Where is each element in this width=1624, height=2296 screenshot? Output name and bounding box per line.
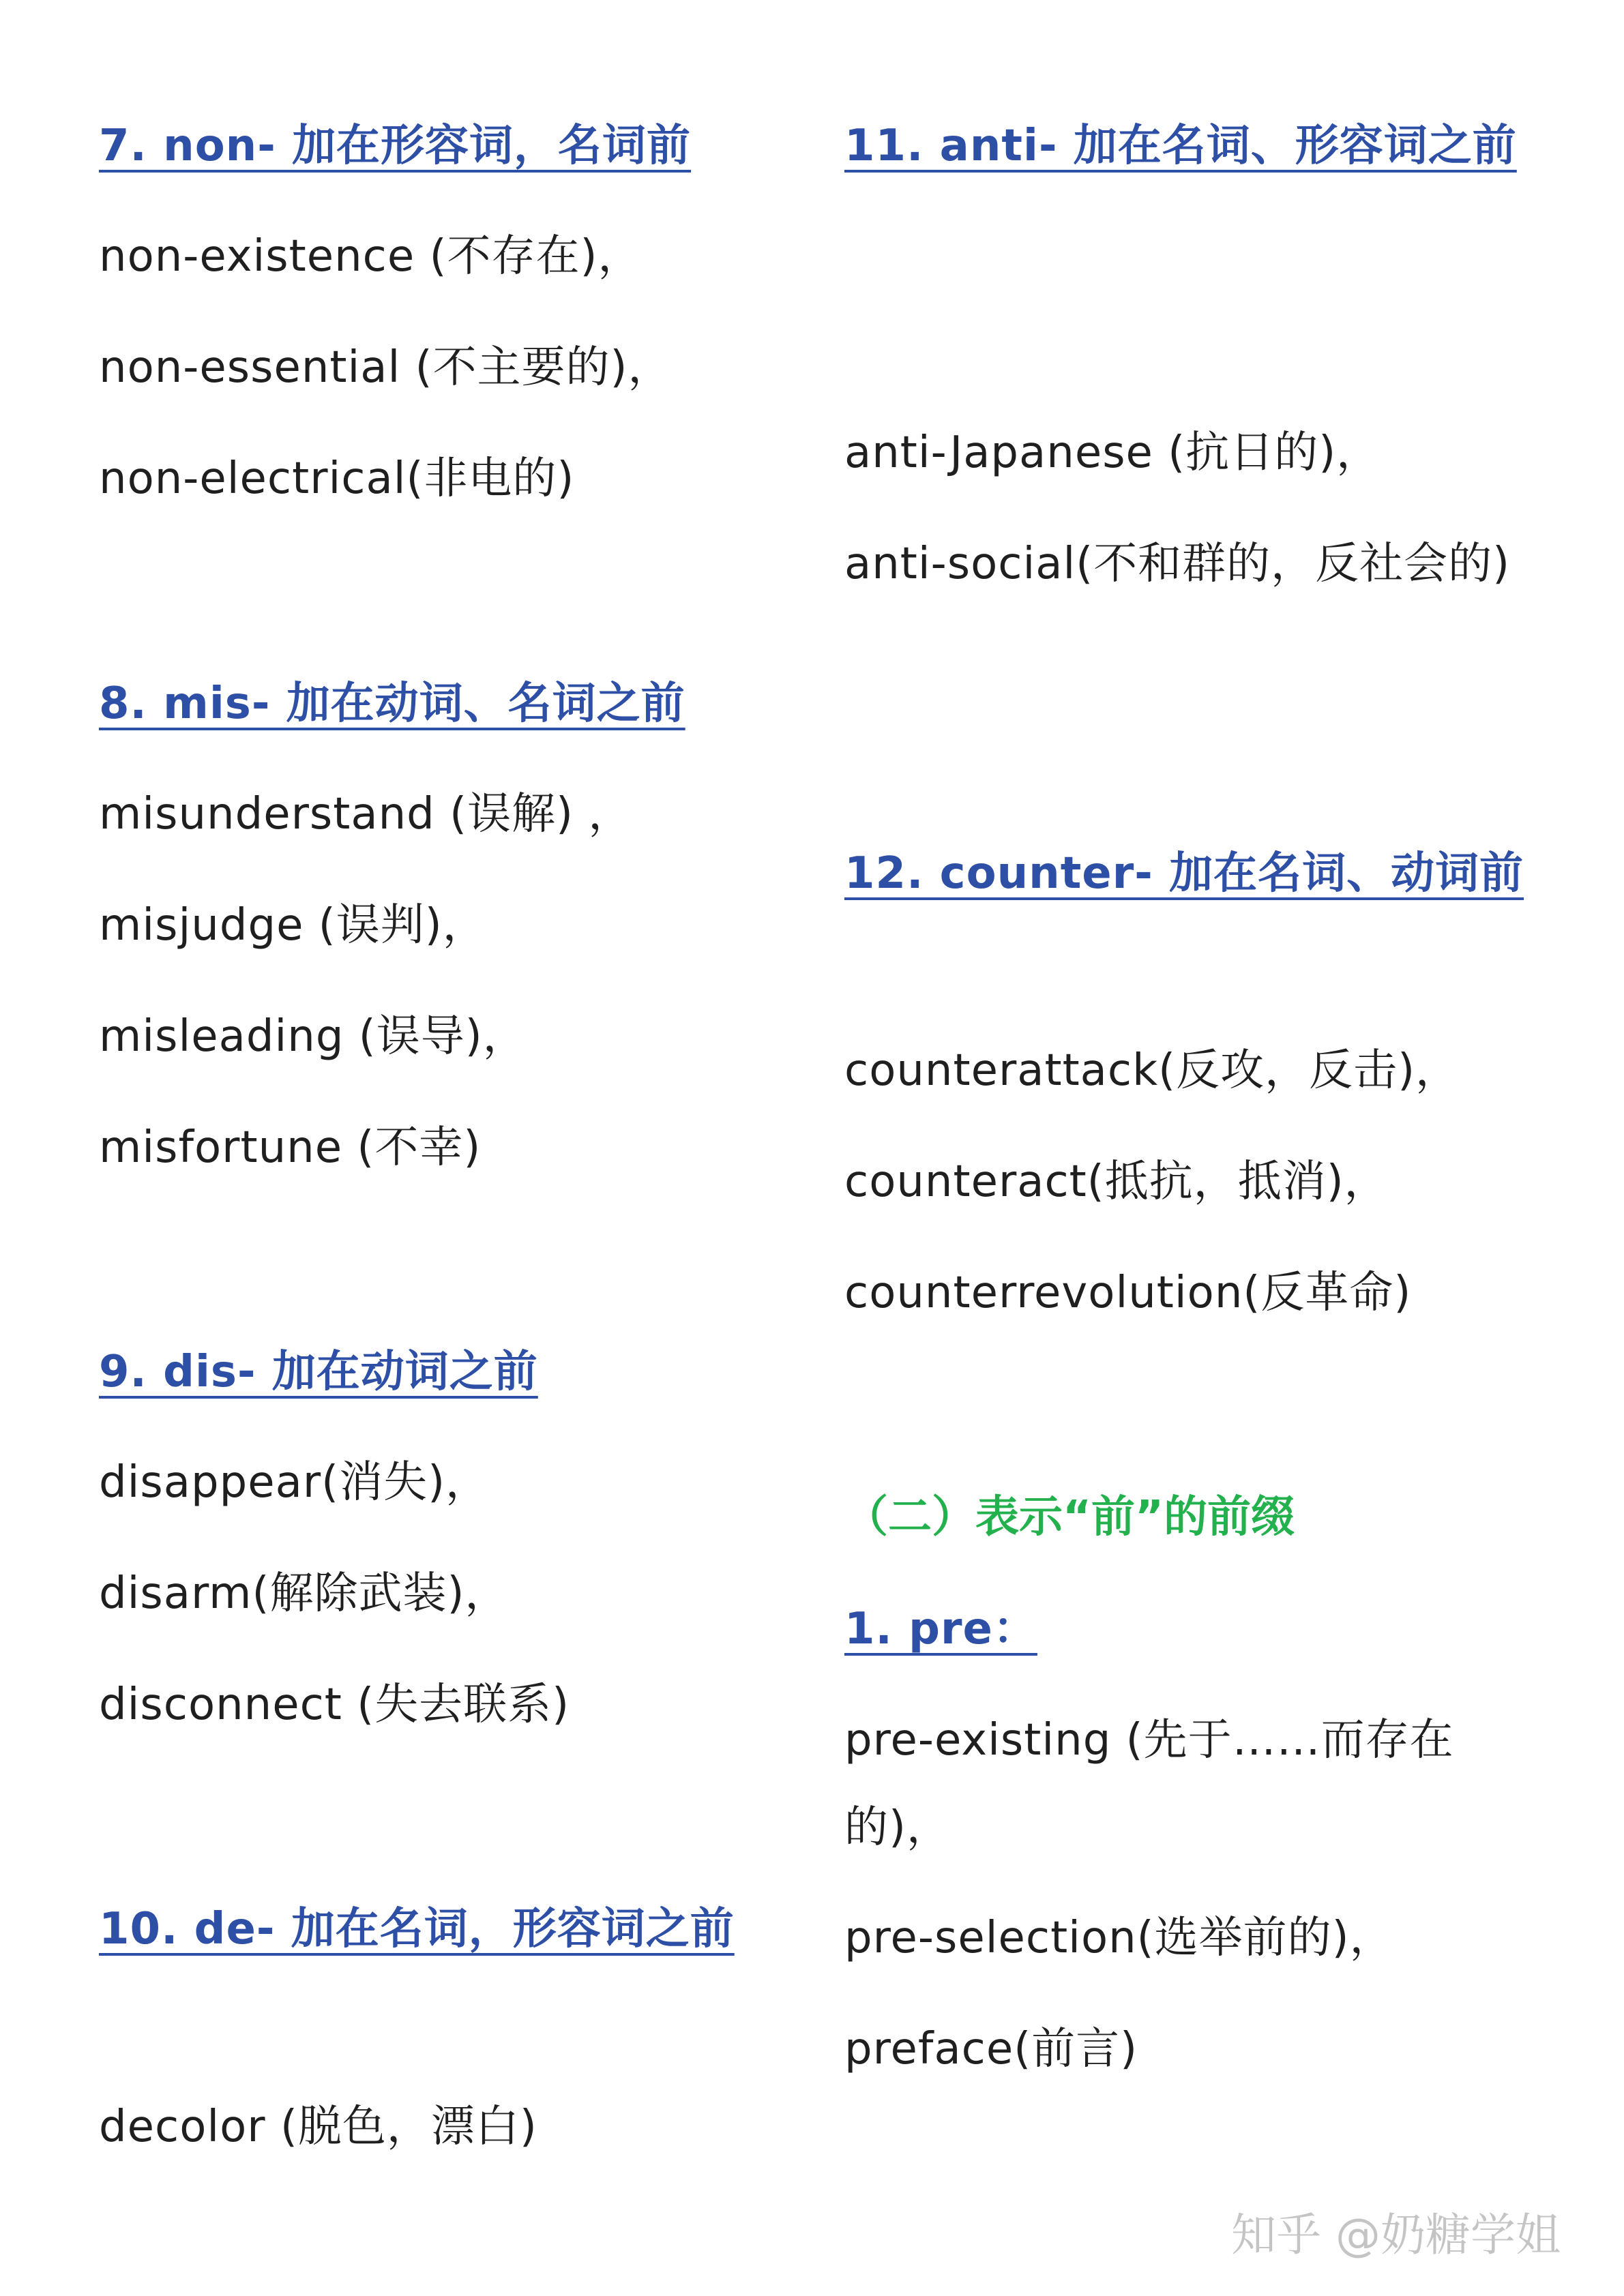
list-item: pre-selection(选举前的)， (844, 1913, 1394, 1963)
list-item: preface(前言) (844, 2024, 1138, 2074)
section-heading-dis: 9. dis- 加在动词之前 (99, 1347, 538, 1397)
watermark: 知乎 @奶糖学姐 (1231, 2209, 1561, 2261)
list-item: anti-Japanese (抗日的)， (844, 428, 1381, 478)
list-item: decolor (脱色，漂白) (99, 2102, 537, 2152)
section-heading-counter: 12. counter- 加在名词、动词前 (844, 848, 1524, 899)
section-heading-mis: 8. mis- 加在动词、名词之前 (99, 679, 685, 729)
list-item: counteract(抵抗，抵消)， (844, 1157, 1389, 1207)
right-column (844, 0, 1526, 2296)
list-item: misfortune (不幸) (99, 1122, 482, 1173)
section-heading-anti: 11. anti- 加在名词、形容词之前 (844, 121, 1517, 171)
list-item: misunderstand (误解) ， (99, 789, 633, 839)
list-item: disappear(消失)， (99, 1457, 490, 1508)
list-item: disconnect (失去联系) (99, 1680, 570, 1730)
list-item: non-electrical(非电的) (99, 453, 575, 504)
list-item: non-existence (不存在)， (99, 231, 643, 282)
list-item: non-essential (不主要的)， (99, 342, 673, 393)
list-item: pre-existing (先于……而存在的)， (844, 1715, 1454, 1853)
list-item: counterrevolution(反革命) (844, 1268, 1412, 1318)
list-item: misjudge (误判)， (99, 900, 487, 951)
left-column (99, 0, 781, 2296)
group-heading-before: （二）表示“前”的前缀 (844, 1492, 1295, 1542)
list-item: counterattack(反攻，反击)， (844, 1045, 1460, 1096)
section-heading-non: 7. non- 加在形容词，名词前 (99, 121, 692, 171)
section-heading-de: 10. de- 加在名词，形容词之前 (99, 1904, 735, 1954)
section-heading-pre: 1. pre： (844, 1604, 1037, 1654)
list-item: anti-social(不和群的，反社会的) (844, 539, 1511, 589)
list-item: disarm(解除武装)， (99, 1568, 510, 1619)
list-item: misleading (误导)， (99, 1011, 527, 1062)
